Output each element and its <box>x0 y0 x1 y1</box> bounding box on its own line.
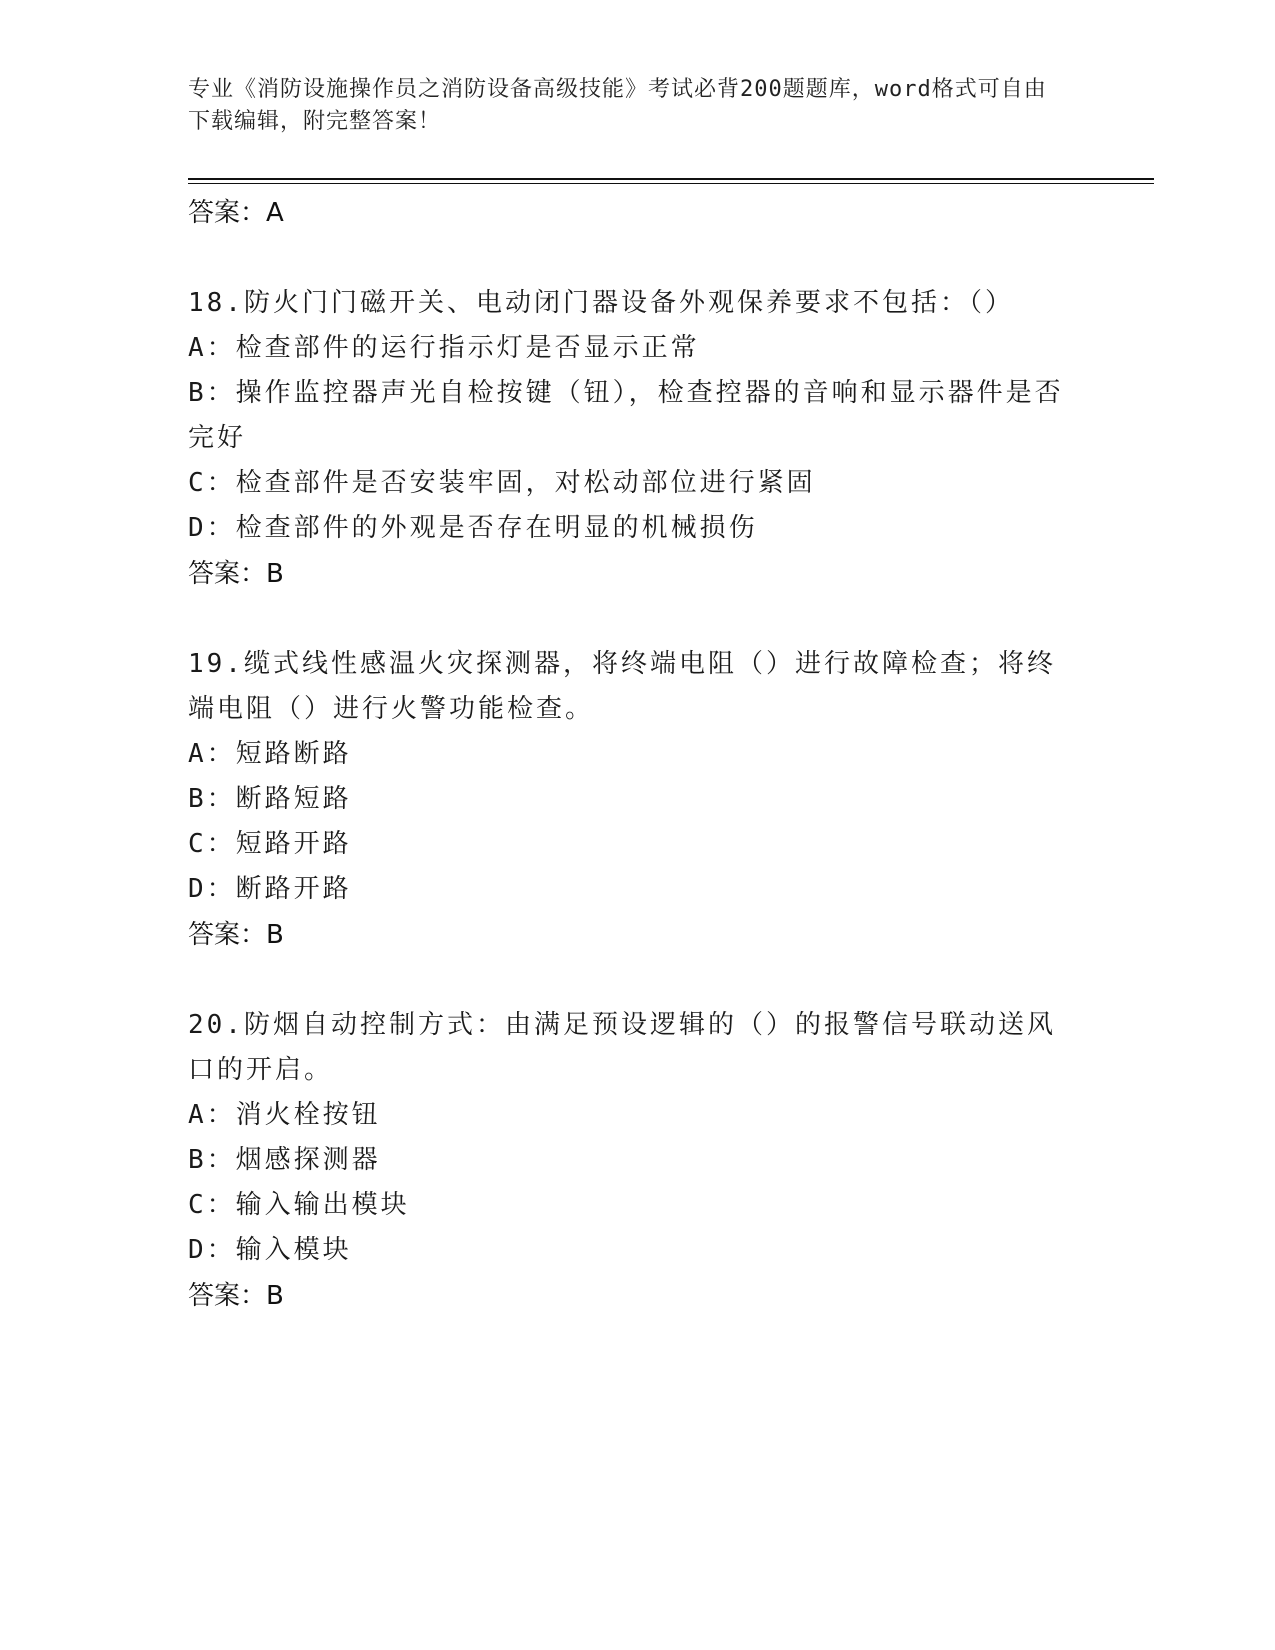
answer-line: 答案：B <box>188 559 284 589</box>
question-19 <box>188 642 1078 958</box>
question-18 <box>188 281 1078 597</box>
option-b: B：烟感探测器 <box>188 1145 381 1175</box>
option-c: C：短路开路 <box>188 829 352 859</box>
answer-line: 答案：B <box>188 1281 284 1311</box>
answer-line: 答案：A <box>188 198 284 228</box>
document-header: 专业《消防设施操作员之消防设备高级技能》考试必背200题题库，word格式可自由下载编辑，附完整答案！ <box>188 77 1047 134</box>
question-20 <box>188 1003 1078 1319</box>
option-d: D：断路开路 <box>188 874 352 904</box>
question-text: 19.缆式线性感温火灾探测器，将终端电阻（）进行故障检查；将终端电阻（）进行火警功能检查。 <box>188 649 1056 724</box>
header-divider-thin <box>188 183 1154 184</box>
option-b: B：断路短路 <box>188 784 352 814</box>
answer-line: 答案：B <box>188 920 284 950</box>
option-a: A：短路断路 <box>188 739 352 769</box>
option-a: A：检查部件的运行指示灯是否显示正常 <box>188 333 700 363</box>
option-c: C：输入输出模块 <box>188 1190 410 1220</box>
option-d: D：输入模块 <box>188 1235 352 1265</box>
question-list <box>188 190 1078 1319</box>
header-divider <box>188 178 1154 180</box>
option-c: C：检查部件是否安装牢固，对松动部位进行紧固 <box>188 468 816 498</box>
option-d: D：检查部件的外观是否存在明显的机械损伤 <box>188 513 758 543</box>
question-text: 18.防火门门磁开关、电动闭门器设备外观保养要求不包括：（） <box>188 288 1014 318</box>
option-b: B：操作监控器声光自检按键（钮），检查控器的音响和显示器件是否完好 <box>188 378 1064 453</box>
question-text: 20.防烟自动控制方式：由满足预设逻辑的（）的报警信号联动送风口的开启。 <box>188 1010 1056 1085</box>
option-a: A：消火栓按钮 <box>188 1100 381 1130</box>
